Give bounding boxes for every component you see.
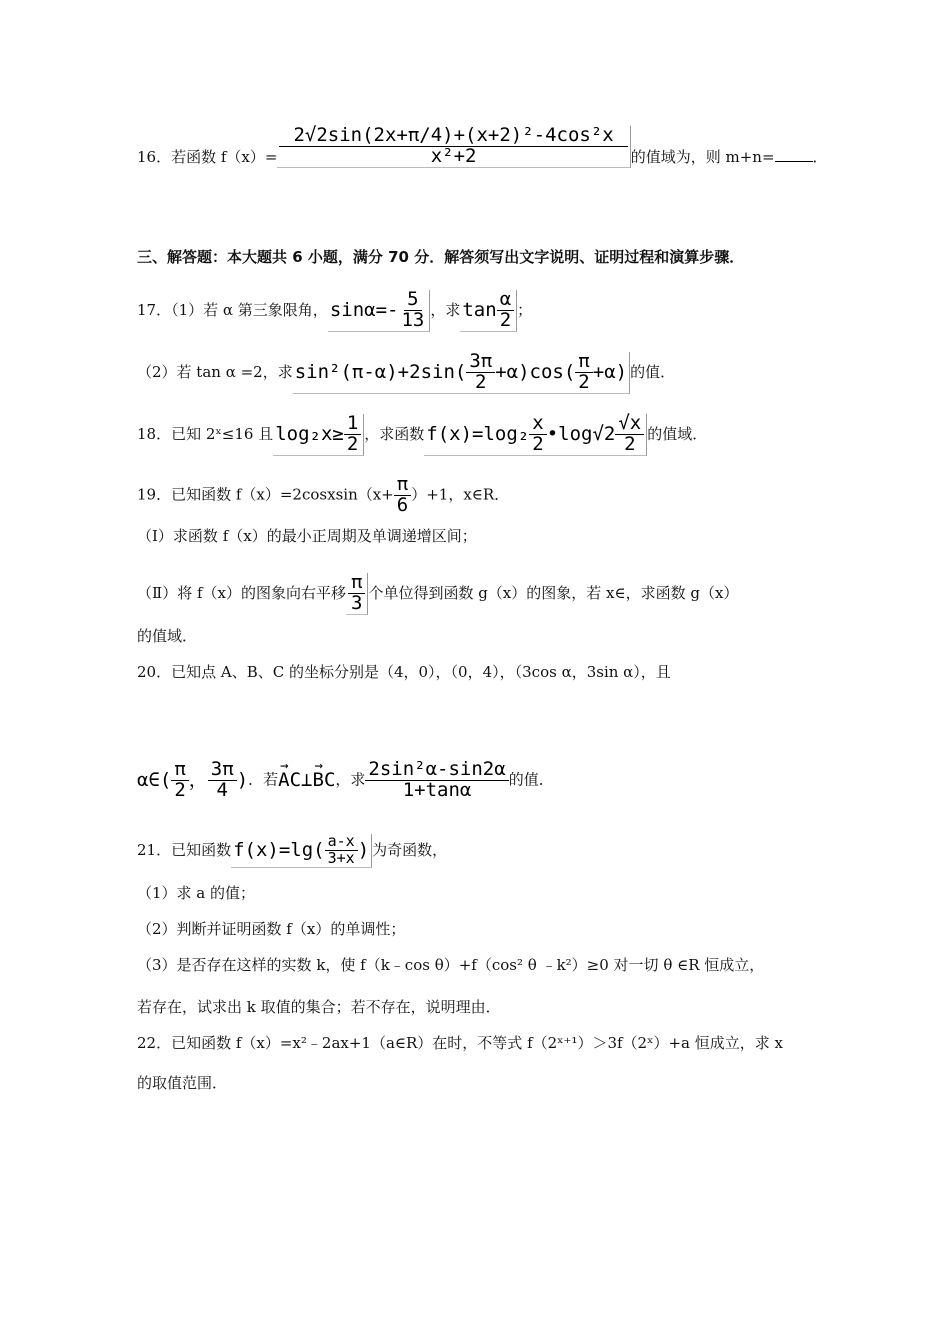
question-20-line-2: [137, 760, 554, 801]
q17-sin-formula: [328, 290, 431, 332]
q17-expression: [293, 352, 630, 394]
q20-f-den: 1+tanα: [402, 778, 472, 801]
q18-func-b-den: 2: [624, 432, 636, 455]
q21-line1-a: 21．已知函数: [137, 840, 232, 859]
q18-func-b-num: √x: [615, 414, 644, 435]
q16-prefix: 16．若函数 f（x）=: [137, 148, 278, 166]
q18-log-cond: log₂x≥: [275, 422, 344, 445]
q19-line3-den: 3: [350, 591, 363, 614]
q20-end: 的值．: [508, 770, 554, 789]
q19-line1-a: 19．已知函数 f（x）=2cosxsin（x+: [137, 485, 394, 504]
q17-sin-den: 13: [401, 308, 425, 331]
q18-condition: [273, 414, 364, 456]
q17-tan-num: α: [497, 290, 514, 311]
section-3-heading: 三、解答题：本大题共 6 小题，满分 70 分．解答须写出文字说明、证明过程和演算步骤．: [137, 248, 745, 266]
q17-p1-prefix: 17．（1）若 α 第三象限角，: [137, 300, 328, 319]
question-22-line-2: 的取值范围．: [137, 1074, 228, 1092]
q17-p1-mid: ，求: [430, 300, 461, 319]
q20-a-num: π: [171, 760, 188, 781]
q19-pi-over-6: [394, 475, 411, 516]
q20-a-den: 2: [174, 778, 186, 801]
q20-close: ): [236, 768, 249, 791]
question-22-line-1: 22．已知函数 f（x）=x²﹣2ax+1（a∈R）在时，不等式 f（2ˣ⁺¹）＞3f（2ˣ）+a 恒成立，求 x: [137, 1034, 783, 1052]
q19-pi-over-3: [346, 573, 368, 615]
q17-p1-end: ；: [517, 300, 533, 319]
question-21-line-1: [137, 834, 447, 868]
q19-line1-den: 6: [396, 493, 409, 516]
question-21-line-2: （1）求 a 的值；: [137, 884, 256, 902]
q20-perp-condition: [278, 769, 335, 791]
q19-line3-num: π: [348, 573, 365, 594]
q16-formula: [277, 126, 630, 168]
q17-tan-formula: [460, 290, 517, 332]
q17-sin-lhs: sinα=-: [329, 298, 399, 321]
q17-expr-c: +α)cos(: [495, 360, 576, 383]
question-19-line-1: [137, 475, 509, 516]
q21-f-den: 3+x: [327, 848, 355, 867]
q18-function: [424, 414, 647, 456]
q20-f-num: 2sin²α-sin2α: [365, 760, 508, 781]
q20-comma: ，: [188, 768, 208, 791]
q20-expression: [365, 760, 508, 801]
q17-tan-lhs: tan: [462, 298, 497, 321]
q18-func-a-den: 2: [532, 432, 544, 455]
q21-func: f(x)=lg(: [233, 838, 325, 861]
q17-p2-end: 的值．: [630, 362, 676, 381]
q16-answer-blank: [775, 161, 813, 162]
q18-end: 的值域．: [647, 424, 708, 443]
q21-function: [231, 834, 372, 868]
q16-suffix: 的值域为，则 m+n=: [630, 148, 775, 166]
q20-alpha-range: [137, 760, 248, 801]
question-19-line-4: 的值域．: [137, 627, 198, 645]
q18-func-a: f(x)=log₂: [426, 422, 530, 445]
q18-cond-den: 2: [346, 432, 359, 455]
q17-sin-num: 5: [404, 290, 421, 311]
q17-expr-d-num: π: [575, 352, 592, 373]
q20-perp-symbol: ⊥: [301, 769, 313, 792]
q21-f-num: a-x: [325, 834, 358, 851]
q16-formula-numerator: 2√2sin(2x+π/4)+(x+2)²-4cos²x: [279, 126, 627, 147]
q18-prefix: 18．已知 2ˣ≤16 且: [137, 424, 274, 443]
q20-alpha-in: α∈(: [137, 768, 172, 791]
q16-end: ．: [812, 148, 828, 166]
question-18: [137, 414, 707, 456]
q17-expr-d-den: 2: [578, 370, 590, 393]
q17-expr-b-den: 2: [475, 370, 487, 393]
question-19-line-2: （Ⅰ）求函数 f（x）的最小正周期及单调递增区间；: [137, 527, 477, 545]
question-17-part-1: [137, 290, 532, 332]
question-21-line-5: 若存在，试求出 k 取值的集合；若不存在，说明理由．: [137, 998, 501, 1016]
question-17-part-2: [137, 352, 675, 394]
q17-expr-a: sin²(π-α)+2sin(: [294, 360, 467, 383]
q20-ruo: ．若: [248, 770, 279, 789]
q18-mid: ，求函数: [364, 424, 425, 443]
question-16: [137, 124, 828, 168]
q18-func-b: •log√2: [546, 422, 616, 445]
question-19-line-3: [137, 573, 738, 615]
q18-func-a-num: x: [529, 414, 546, 435]
q17-tan-den: 2: [499, 308, 512, 331]
q17-p2-prefix: （2）若 tan α =2，求: [137, 362, 293, 381]
question-21-line-3: （2）判断并证明函数 f（x）的单调性；: [137, 920, 406, 938]
q20-b-num: 3π: [208, 760, 237, 781]
q20-vector-ac: → AC: [278, 769, 301, 791]
q20-qiu: ，求: [335, 770, 366, 789]
q17-expr-e: +α): [592, 360, 628, 383]
q20-vector-bc: → BC: [313, 769, 336, 791]
q19-line3-a: （Ⅱ）将 f（x）的图象向右平移: [137, 583, 346, 602]
q19-line1-num: π: [394, 475, 411, 496]
q17-expr-b-num: 3π: [466, 352, 495, 373]
q19-line3-b: 个单位得到函数 g（x）的图象，若 x∈，求函数 g（x）: [368, 583, 739, 602]
q21-line1-b: 为奇函数，: [372, 840, 448, 859]
question-21-line-4: （3）是否存在这样的实数 k，使 f（k﹣cos θ）+f（cos² θ ﹣k²）≥0 对一切 θ ∈R 恒成立，: [137, 956, 765, 974]
q16-formula-denominator: x²+2: [430, 145, 477, 167]
q20-b-den: 4: [216, 778, 228, 801]
q21-func-close: ): [357, 838, 370, 861]
q19-line1-b: ）+1，x∈R．: [411, 485, 510, 504]
q18-cond-num: 1: [344, 414, 361, 435]
question-20-line-1: 20．已知点 A、B、C 的坐标分别是（4，0），（0，4），（3cos α，3sin α），且: [137, 663, 671, 681]
